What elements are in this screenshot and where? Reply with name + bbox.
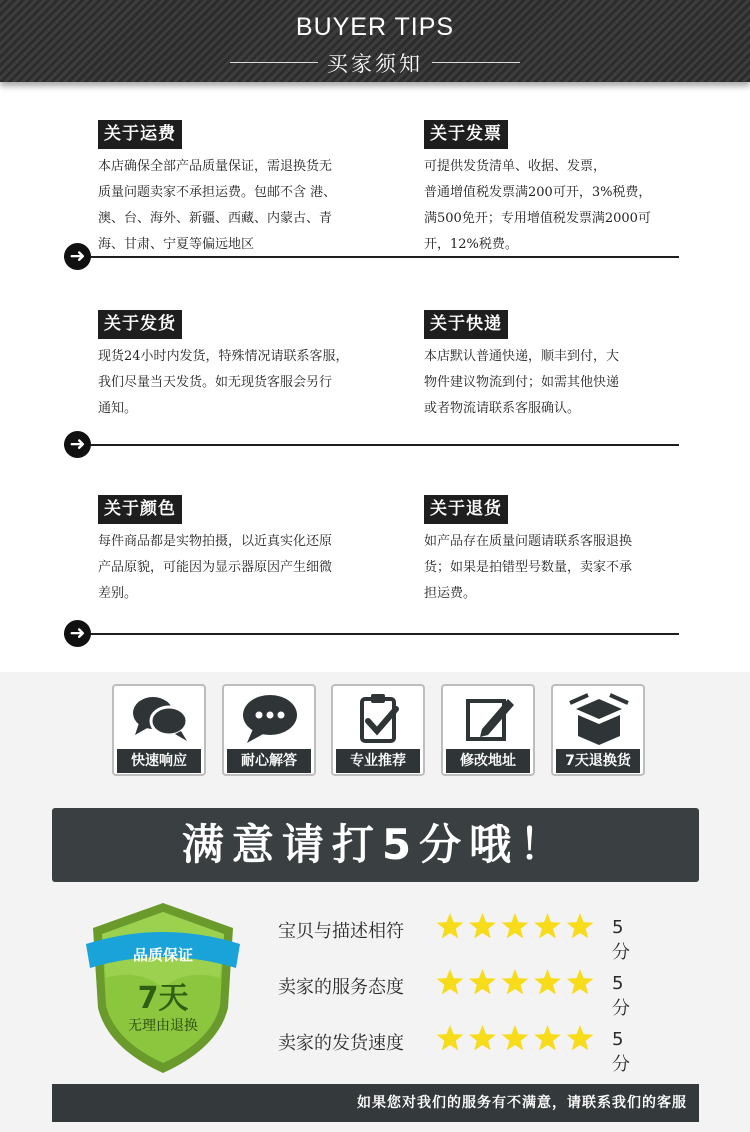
service-label: 快速响应 [117, 749, 201, 773]
tip-line: 普通增值税发票满200可开，3%税费， [424, 185, 652, 200]
service-label: 修改地址 [446, 749, 530, 773]
rating-score: 5分 [612, 973, 630, 1019]
tip-title: 关于发票 [424, 120, 508, 149]
tip-returns [424, 495, 694, 607]
tip-body [98, 154, 388, 258]
tip-line: 如产品存在质量问题请联系客服退换 [424, 534, 633, 549]
chat-bubbles-icon [129, 691, 191, 747]
service-recommend [331, 684, 425, 776]
tip-line: 澳、台、海外、新疆、西藏、内蒙古、青 [98, 211, 333, 226]
arrow-right-icon: ➜ [64, 620, 91, 647]
tip-line: 通知。 [98, 401, 138, 416]
tip-line: 货；如果是拍错型号数量，卖家不承 [424, 560, 633, 575]
tip-line: 开，12%税费。 [424, 237, 518, 252]
tip-shipping-fee [98, 120, 388, 258]
tip-body [424, 344, 694, 422]
page-header [0, 0, 750, 82]
star-icon [469, 913, 496, 938]
edit-pencil-icon [458, 691, 520, 747]
section-divider [64, 433, 679, 455]
star-icon [567, 969, 594, 994]
tip-line: 担运费。 [424, 586, 477, 601]
star-icon [534, 969, 561, 994]
tip-body [98, 529, 388, 607]
star-icon [567, 913, 594, 938]
service-label: 专业推荐 [336, 749, 420, 773]
service-fast-response [112, 684, 206, 776]
rating-score: 5分 [612, 917, 630, 963]
tip-body [424, 154, 694, 258]
section-divider [64, 245, 679, 267]
speech-bubble-icon [239, 691, 301, 747]
rating-score: 5分 [612, 1029, 630, 1075]
tip-title: 关于快递 [424, 310, 508, 339]
tip-invoice [424, 120, 694, 258]
star-icon [437, 969, 464, 994]
shield-ribbon-text: 品质保证 [132, 946, 194, 964]
header-title-cn: 买家须知 [327, 52, 423, 76]
tip-line: 现货24小时内发货，特殊情况请联系客服， [98, 349, 349, 364]
tip-line: 质量问题卖家不承担运费。包邮不含 港、 [98, 185, 337, 200]
star-icon [502, 969, 529, 994]
open-box-icon [568, 691, 630, 747]
tip-courier [424, 310, 694, 422]
tip-title: 关于发货 [98, 310, 182, 339]
tip-line: 每件商品都是实物拍摄，以近真实化还原 [98, 534, 333, 549]
tip-line: 差别。 [98, 586, 138, 601]
tip-title: 关于退货 [424, 495, 508, 524]
star-rating [436, 1024, 596, 1054]
star-rating [436, 968, 596, 998]
service-7day-return [551, 684, 645, 776]
star-icon [534, 1025, 561, 1050]
service-label: 耐心解答 [227, 749, 311, 773]
header-divider-right [432, 62, 520, 63]
service-patient-answer [222, 684, 316, 776]
star-icon [469, 969, 496, 994]
star-icon [437, 913, 464, 938]
tip-line: 产品原貌，可能因为显示器原因产生细微 [98, 560, 333, 575]
tip-line: 海、甘肃、宁夏等偏远地区 [98, 237, 255, 252]
shield-big-text: 7天 [137, 981, 189, 1016]
rating-banner: 满意请打5分哦！ [52, 808, 699, 882]
tip-body [424, 529, 694, 607]
clipboard-check-icon [348, 691, 410, 747]
rating-label: 宝贝与描述相符 [278, 921, 404, 942]
tip-line: 本店确保全部产品质量保证，需退换货无 [98, 159, 333, 174]
arrow-right-icon: ➜ [64, 243, 91, 270]
tip-line: 或者物流请联系客服确认。 [424, 401, 581, 416]
tip-title: 关于颜色 [98, 495, 182, 524]
header-title-en: BUYER TIPS [295, 13, 455, 41]
contact-footer: 如果您对我们的服务有不满意，请联系我们的客服 [52, 1084, 699, 1122]
tip-line: 本店默认普通快递，顺丰到付，大 [424, 349, 620, 364]
star-icon [502, 1025, 529, 1050]
arrow-right-icon: ➜ [64, 431, 91, 458]
star-rating [436, 912, 596, 942]
star-icon [534, 913, 561, 938]
service-change-address [441, 684, 535, 776]
star-icon [469, 1025, 496, 1050]
tip-line: 物件建议物流到付；如需其他快递 [424, 375, 620, 390]
rating-label: 卖家的发货速度 [278, 1033, 404, 1054]
shield-small-text: 无理由退换 [128, 1018, 198, 1034]
tip-color [98, 495, 388, 607]
tip-delivery [98, 310, 388, 422]
tip-line: 满500免开；专用增值税发票满2000可 [424, 211, 651, 226]
star-icon [567, 1025, 594, 1050]
tip-line: 我们尽量当天发货。如无现货客服会另行 [98, 375, 333, 390]
tip-title: 关于运费 [98, 120, 182, 149]
service-label: 7天退换货 [556, 749, 640, 773]
quality-shield-icon [78, 898, 248, 1078]
section-divider [64, 622, 679, 644]
star-icon [437, 1025, 464, 1050]
tip-line: 可提供发货清单、收据、发票， [424, 159, 607, 174]
tip-body [98, 344, 388, 422]
rating-label: 卖家的服务态度 [278, 977, 404, 998]
star-icon [502, 913, 529, 938]
